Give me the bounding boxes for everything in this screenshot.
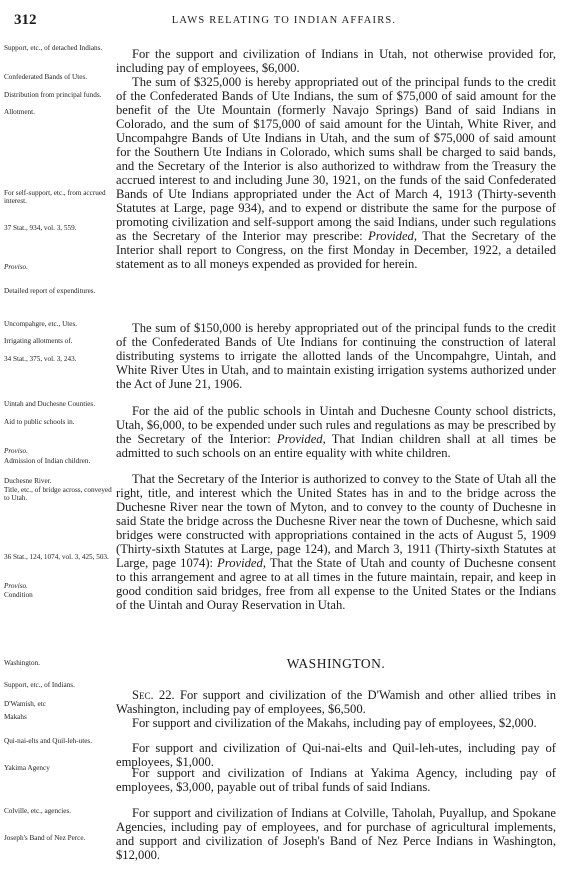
sidenote: Admission of Indian children.: [4, 457, 91, 465]
sidenote-proviso: Proviso.: [4, 582, 28, 590]
proviso-text: Provided,: [217, 556, 266, 570]
sidenote: Title, etc., of bridge across, conveyed to Utah.: [4, 486, 112, 502]
section-number: Sec. 22.: [132, 688, 175, 702]
sidenote: Aid to public schools in.: [4, 418, 75, 426]
sidenote: Joseph's Band of Nez Perce.: [4, 834, 86, 842]
page-header: [14, 12, 554, 30]
sidenote: Makahs: [4, 713, 27, 721]
paragraph-utah-support: For the support and civilization of Indians in Utah, not otherwise provided for, including pay of employees, $6,000.: [116, 47, 556, 75]
sidenote: For self-support, etc., from accrued interest.: [4, 189, 106, 205]
sidenote: Irrigating allotments of.: [4, 337, 73, 345]
sidenote: 34 Stat., 375, vol. 3, 243.: [4, 355, 77, 363]
sidenote-proviso: Proviso.: [4, 447, 28, 455]
page-number: 312: [14, 12, 37, 28]
sidenote: Allotment.: [4, 108, 35, 116]
sidenote: Duchesne River.: [4, 477, 52, 485]
proviso-text: Provided,: [368, 229, 417, 243]
paragraph-public-schools: For the aid of the public schools in Uintah and Duchesne County school districts, Utah, $6,000, to be expended under such rules and regulations as may be prescribed by the Secretary of the Interior: Provided, That Indian children shall at all times be admitted to such schools on an entire equality with white children.: [116, 404, 557, 460]
sidenote: Uintah and Duchesne Counties.: [4, 400, 96, 408]
sidenote: 37 Stat., 934, vol. 3, 559.: [4, 224, 77, 232]
sidenote: Uncompahgre, etc., Utes.: [4, 320, 78, 328]
sidenote: Support, etc., of detached Indians.: [4, 44, 103, 52]
running-title: LAWS RELATING TO INDIAN AFFAIRS.: [171, 15, 397, 26]
sidenote: Colville, etc., agencies.: [4, 807, 72, 815]
sidenote: Confederated Bands of Utes.: [4, 73, 88, 81]
paragraph-makahs: For support and civilization of the Makahs, including pay of employees, $2,000.: [132, 716, 537, 730]
proviso-text: Provided,: [276, 432, 326, 446]
paragraph-dwamish: Sec. 22. For support and civilization of the D'Wamish and other allied tribes in Washington, including pay of employees, $6,500.: [116, 688, 557, 716]
sidenote: Detailed report of expenditures.: [4, 287, 96, 295]
sidenote: Qui-nai-elts and Quil-leh-utes.: [4, 737, 93, 745]
sidenote-proviso: Proviso.: [4, 263, 28, 271]
sidenote: Distribution from principal funds.: [4, 91, 102, 99]
paragraph-qui-nai-elts: For support and civilization of Qui-nai-elts and Quil-leh-utes, including pay of employees, $1,000.: [116, 741, 556, 769]
paragraph-yakima: For support and civilization of Indians at Yakima Agency, including pay of employees, $3,000, payable out of tribal funds of said Indians.: [116, 766, 556, 794]
sidenote: Yakima Agency: [4, 764, 50, 772]
sidenote: Condition: [4, 591, 33, 599]
paragraph-colville: For support and civilization of Indians at Colville, Taholah, Puyallup, and Spokane Agencies, including pay of employees, and for purchase of agricultural implements, and support and civilization of Joseph's Band of Nez Perce Indians in Washington, $12,000.: [116, 806, 556, 862]
sidenote: 36 Stat., 124, 1074, vol. 3, 425, 503.: [4, 553, 109, 561]
paragraph-bridge-conveyance: That the Secretary of the Interior is authorized to convey to the State of Utah all the right, title, and interest which the United States has in and to the bridge across the Duchesne River near the town of Myton, and to convey to the county of Duchesne in said State the bridge across the Duchesne River near the town of Duchesne, which said bridges were constructed with appropriations contained in the acts of August 5, 1909 (Thirty-sixth Statutes at Large, page 124), and March 3, 1911 (Thirty-sixth Statutes at Large, page 1074): Provided, That the State of Utah and county of Duchesne consent to this arrangement and agree to at all times in the future maintain, repair, and keep in good condition said bridges, free from all expense to the United States or the Indians of the Uintah and Ouray Reservation in Utah.: [116, 472, 557, 612]
paragraph-ute-principal-funds: The sum of $325,000 is hereby appropriated out of the principal funds to the credit of the Confederated Bands of Ute Indians, the sum of $75,000 of said amount for the benefit of the Ute Mountain (formerly Navajo Springs) Band of said Indians in Colorado, and the sum of $175,000 of said amount for the Uintah, White River, and Uncompahgre Bands of Ute Indians in Utah, and the sum of $75,000 of said amount for the Southern Ute Indians in Colorado, which sums shall be charged to said bands, and the Secretary of the Interior is also authorized to withdraw from the Treasury the accrued interest to and including June 30, 1921, on the funds of the said Confederated Bands of Ute Indians appropriated under the Act of March 4, 1913 (Thirty-seventh Statutes at Large, page 934), and to expend or distribute the same for the purpose of promoting civilization and self-support among the said Indians, under such regulations as the Secretary of the Interior may prescribe: Provided, That the Secretary of the Interior shall report to Congress, on the first Monday in December, 1922, a detailed statement as to all moneys expended as provided for herein.: [116, 75, 556, 271]
sidenote: D'Wamish, etc: [4, 700, 46, 708]
section-heading: WASHINGTON.: [286, 656, 386, 671]
sidenote: Support, etc., of Indians.: [4, 681, 75, 689]
paragraph-irrigation: The sum of $150,000 is hereby appropriated out of the principal funds to the credit of the Confederated Bands of Ute Indians for continuing the construction of lateral distributing systems to irrigate the allotted lands of the Uncompahgre, Uintah, and White River Utes in Utah, and to maintain existing irrigation systems authorized under the Act of June 21, 1906.: [116, 321, 556, 391]
sidenote: Washington.: [4, 659, 40, 667]
